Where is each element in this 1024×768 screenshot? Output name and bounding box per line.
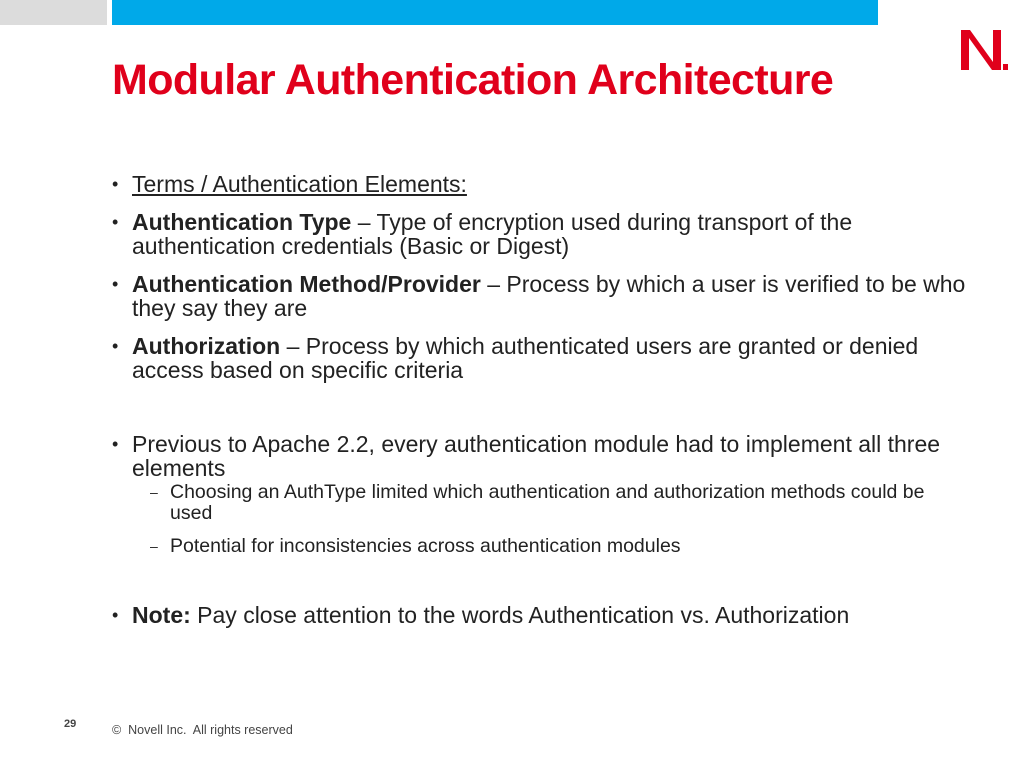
sub-bullet-item-authtype (112, 482, 972, 524)
sub-bullet-item-inconsistencies (112, 536, 972, 557)
bullet-dot-icon: • (112, 605, 119, 625)
bullet-item-authentication-method (112, 272, 972, 320)
bullet-item-authentication-type (112, 210, 972, 258)
bullet-dot-icon: • (112, 434, 119, 454)
bullet-term: Authentication Type (132, 209, 352, 235)
bullet-item-apache-previous (112, 432, 972, 480)
slide-title: Modular Authentication Architecture (112, 56, 834, 104)
bullet-term: Authentication Method/Provider (132, 271, 481, 297)
bullet-term: Note: (132, 602, 191, 628)
bullet-dot-icon: • (112, 274, 119, 294)
sub-bullet-text: Choosing an AuthType limited which authentication and authorization methods could be used (170, 481, 925, 524)
top-bar-gray (0, 0, 107, 25)
sub-bullet-text: Potential for inconsistencies across authentication modules (170, 535, 681, 557)
page-number: 29 (64, 718, 77, 730)
bullet-item-note (112, 603, 972, 627)
bullet-description: – Process by which a user is verified to be who they say they are (132, 271, 966, 321)
bullet-dot-icon: • (112, 212, 119, 232)
bullet-description: – Type of encryption used during transport of the authentication credentials (Basic or Digest) (132, 209, 853, 259)
dash-icon: – (150, 484, 158, 500)
bullet-dot-icon: • (112, 174, 119, 194)
bullet-term: Authorization (132, 333, 281, 359)
copyright-notice: © Novell Inc. All rights reserved (112, 723, 293, 737)
bullet-description: – Process by which authenticated users are granted or denied access based on specific criteria (132, 333, 919, 383)
bullet-dot-icon: • (112, 336, 119, 356)
novell-n-logo-icon (957, 24, 1009, 76)
bullet-item-authorization (112, 334, 972, 382)
top-bar-blue (112, 0, 878, 25)
bullet-description: Pay close attention to the words Authentication vs. Authorization (190, 602, 850, 628)
bullet-item-terms (112, 172, 972, 196)
bullet-list (112, 172, 972, 627)
bullet-text: Previous to Apache 2.2, every authentication module had to implement all three elements (132, 431, 941, 481)
dash-icon: – (150, 538, 158, 554)
bullet-text: Terms / Authentication Elements: (132, 171, 467, 197)
